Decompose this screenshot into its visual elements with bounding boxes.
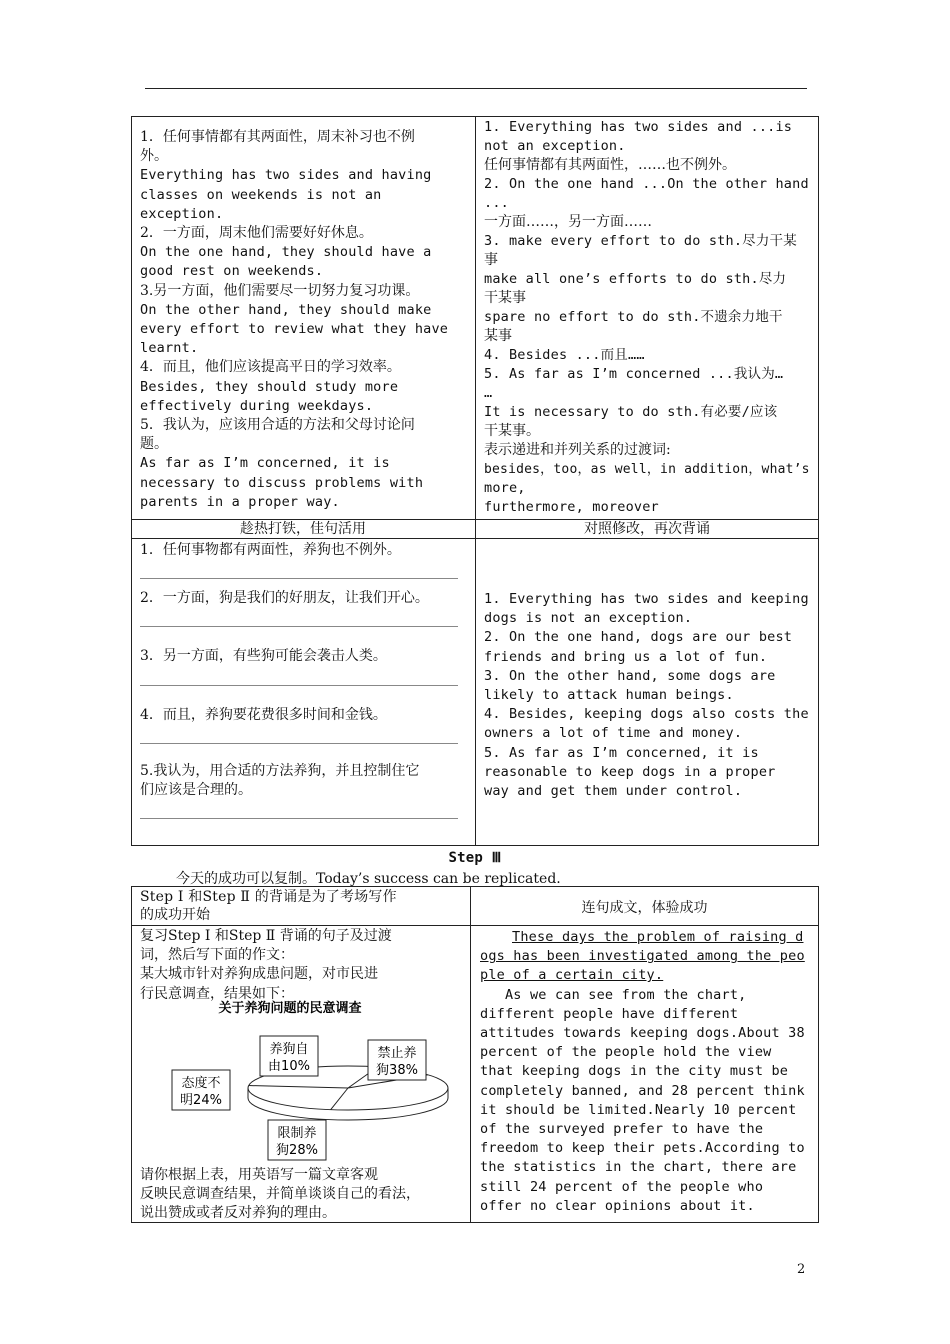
text-line: besides，too，as well，in addition，what’s (484, 462, 810, 477)
text-line: 一方面……，另一方面…… (484, 214, 652, 230)
table-1-row-divider-2 (131, 538, 819, 539)
answer-blank[interactable] (140, 578, 458, 579)
essay-line: As we can see from the chart, (480, 986, 747, 1003)
header-rule (145, 88, 807, 89)
text-line: more, (484, 480, 526, 496)
practice-prompt: 4．而且，养狗要花费很多时间和金钱。 (140, 706, 387, 723)
answer-line: dogs is not an exception. (484, 610, 693, 627)
text-line: good rest on weekends. (140, 263, 324, 280)
text-line: 反映民意调查结果，并简单谈谈自己的看法， (140, 1186, 420, 1203)
table-1-right-cell (484, 118, 814, 517)
table-1-header-left: 趁热打铁，佳句活用 (240, 521, 366, 537)
text-line: 外。 (140, 148, 168, 165)
table-2-left-cell (140, 927, 465, 1004)
answer-line: 5. As far as I’m concerned, it is (484, 744, 759, 761)
text-line: 2．一方面，周末他们需要好好休息。 (140, 225, 373, 242)
essay-line: attitudes towards keeping dogs.About 38 (480, 1025, 805, 1042)
essay-line: still 24 percent of the people who (480, 1178, 764, 1195)
text-line: not an exception. (484, 138, 626, 154)
text-line: 复习Step Ⅰ 和Step Ⅱ 背诵的句子及过渡 (140, 928, 392, 944)
table-1-left-cell (140, 128, 470, 512)
header-line: 的成功开始 (140, 907, 210, 923)
practice-prompt: 3．另一方面，有些狗可能会袭击人类。 (140, 648, 387, 665)
text-line: 4．而且，他们应该提高平日的学习效率。 (140, 359, 401, 376)
text-line: As far as I’m concerned, it is (140, 455, 390, 472)
table-2-header-right: 连句成文，体验成功 (581, 900, 708, 916)
step-title: Step Ⅲ (448, 850, 502, 866)
text-line: On the one hand, they should have a (140, 244, 432, 261)
text-line: 1. Everything has two sides and ...is (484, 119, 793, 135)
text-line: 事 (484, 252, 498, 268)
essay-line: the statistics in the chart, there are (480, 1159, 797, 1176)
text-line: 干某事。 (484, 423, 540, 439)
answer-blank[interactable] (140, 685, 458, 686)
table-1-header-right: 对照修改，再次背诵 (584, 521, 710, 537)
text-line: 3.另一方面，他们需要尽一切努力复习功课。 (140, 282, 420, 299)
label-free-line2: 由10% (268, 1059, 310, 1074)
label-ban-line1: 禁止养 (377, 1046, 417, 1061)
answer-line: likely to attack human beings. (484, 687, 734, 704)
text-line: 5. As far as I’m concerned ...我认为… (484, 366, 784, 382)
text-line: ... (484, 195, 509, 211)
text-line: 3. make every effort to do sth.尽力干某 (484, 233, 797, 249)
text-line: furthermore, moreover (484, 499, 659, 515)
text-line: classes on weekends is not an (140, 186, 382, 203)
chart-title: 关于养狗问题的民意调查 (218, 1001, 362, 1016)
text-line: 5．我认为，应该用合适的方法和父母讨论问 (140, 417, 415, 434)
text-line: 表示递进和并列关系的过渡词: (484, 442, 671, 458)
text-line: make all one’s efforts to do sth.尽力 (484, 271, 787, 287)
answer-blank[interactable] (140, 626, 458, 627)
essay-line: freedom to keep their pets.According to (480, 1140, 805, 1157)
answer-line: 2. On the one hand, dogs are our best (484, 629, 793, 646)
answers-cell (484, 590, 814, 801)
text-line: 题。 (140, 436, 168, 453)
table-2-essay-cell (480, 928, 814, 1216)
essay-line-underlined: ogs has been investigated among the peo (480, 948, 805, 965)
answer-line: way and get them under control. (484, 783, 743, 800)
answer-line: friends and bring us a lot of fun. (484, 648, 768, 665)
text-line: exception. (140, 205, 224, 222)
practice-prompt: 2．一方面，狗是我们的好朋友，让我们开心。 (140, 590, 429, 607)
text-line: spare no effort to do sth.不遗余力地干 (484, 309, 783, 325)
text-line: 某事 (484, 328, 512, 344)
answer-line: 1. Everything has two sides and keeping (484, 591, 809, 607)
practice-prompt: 5.我认为，用合适的方法养狗，并且控制住它 (140, 762, 420, 779)
answer-line: owners a lot of time and money. (484, 725, 743, 742)
text-line: 说出赞成或者反对养狗的理由。 (140, 1205, 336, 1222)
text-line: 请你根据上表，用英语写一篇文章客观 (140, 1167, 378, 1183)
answer-line: reasonable to keep dogs in a proper (484, 763, 776, 780)
table-2-header-left (140, 888, 465, 924)
step-subtitle: 今天的成功可以复制。Today’s success can be replicated. (176, 871, 561, 887)
essay-line-underlined: These days the problem of raising d (512, 929, 804, 945)
text-line: 任何事情都有其两面性，……也不例外。 (484, 157, 736, 173)
text-line: 行民意调查，结果如下： (140, 985, 294, 1002)
text-line: Everything has two sides and having (140, 167, 432, 184)
essay-line: completely banned, and 28 percent think (480, 1082, 805, 1099)
label-ban-line2: 狗38% (376, 1063, 418, 1078)
essay-line: percent of the people hold the view (480, 1044, 772, 1061)
essay-line: of the surveyed prefer to have the (480, 1121, 764, 1138)
text-line: 某大城市针对养狗成患问题，对市民进 (140, 966, 378, 983)
practice-prompt: 们应该是合理的。 (140, 782, 252, 799)
answer-line: 4. Besides, keeping dogs also costs the (484, 706, 809, 723)
text-line: It is necessary to do sth.有必要/应该 (484, 404, 778, 420)
text-line: necessary to discuss problems with (140, 474, 424, 491)
label-limit-line2: 狗28% (276, 1143, 318, 1158)
label-limit-line1: 限制养 (277, 1126, 317, 1141)
practice-cell (140, 541, 470, 819)
label-unclear-line1: 态度不 (181, 1076, 221, 1091)
essay-line: different people have different (480, 1005, 739, 1022)
text-line: 2. On the one hand ...On the other hand (484, 176, 809, 192)
text-line: learnt. (140, 340, 199, 357)
text-line: 词，然后写下面的作文： (140, 947, 294, 964)
text-line: Besides, they should study more (140, 378, 399, 395)
table-2-divider (470, 886, 471, 1223)
table-2-row-divider (131, 925, 819, 926)
label-free-line1: 养狗自 (269, 1042, 309, 1057)
text-line: 4. Besides ...而且…… (484, 347, 645, 363)
opinion-chart (150, 996, 450, 1162)
text-line: parents in a proper way. (140, 493, 340, 510)
essay-line-underlined: ple of a certain city. (480, 967, 664, 984)
page-number: 2 (797, 1262, 806, 1277)
text-line: 1．任何事情都有其两面性，周末补习也不例 (140, 129, 415, 145)
label-unclear-line2: 明24% (180, 1093, 222, 1108)
answer-blank[interactable] (140, 743, 458, 744)
text-line: effectively during weekdays. (140, 397, 374, 414)
answer-line: 3. On the other hand, some dogs are (484, 667, 776, 684)
practice-prompt: 1．任何事物都有两面性，养狗也不例外。 (140, 542, 401, 558)
text-line: On the other hand, they should make (140, 301, 432, 318)
text-line: 干某事 (484, 290, 526, 306)
text-line: every effort to review what they have (140, 321, 449, 338)
table-2-left-instructions (140, 1166, 465, 1224)
essay-line: offer no clear opinions about it. (480, 1197, 755, 1214)
table-1-divider (475, 116, 476, 846)
essay-line: it should be limited.Nearly 10 percent (480, 1101, 797, 1118)
essay-line: that keeping dogs in the city must be (480, 1063, 789, 1080)
text-line: … (484, 385, 493, 401)
header-line: Step Ⅰ 和Step Ⅱ 的背诵是为了考场写作 (140, 889, 397, 905)
answer-blank[interactable] (140, 818, 458, 819)
